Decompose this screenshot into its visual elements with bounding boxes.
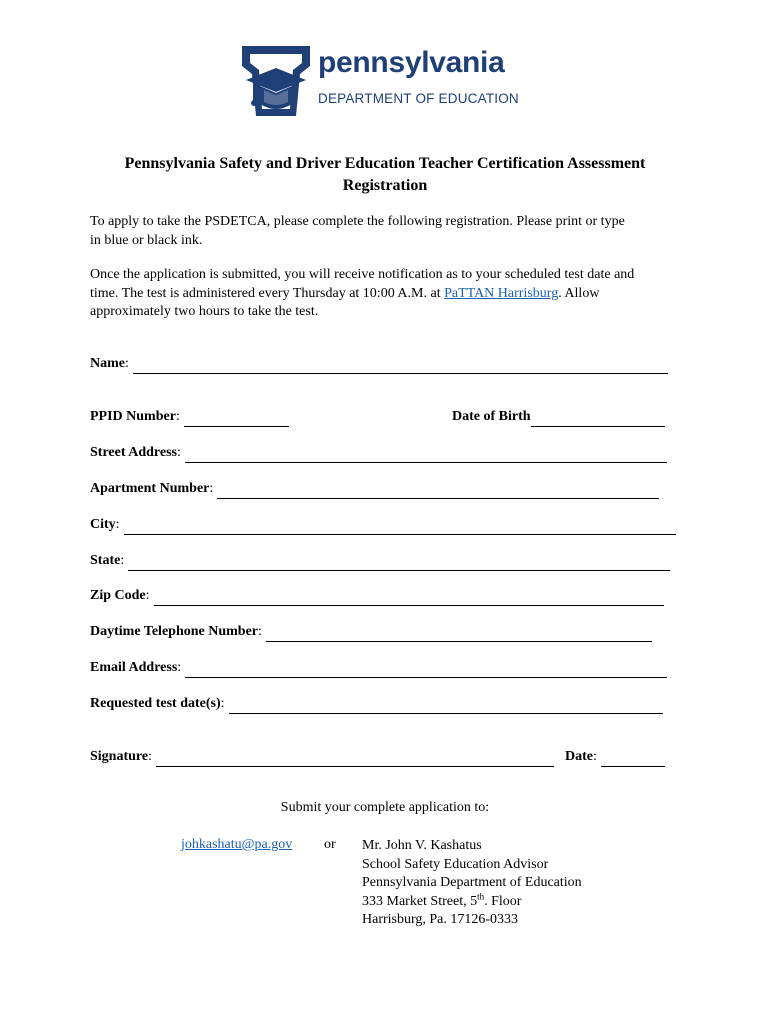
colon: : (177, 660, 182, 675)
page-title (80, 153, 690, 197)
signature-field-row (90, 747, 554, 767)
title-line-1: Pennsylvania Safety and Driver Education Teacher Certification Assessment (124, 155, 646, 172)
phone-input-line[interactable] (266, 627, 652, 642)
date-label: Date (565, 749, 593, 764)
pa-education-logo (240, 44, 540, 120)
zip-label: Zip Code (90, 588, 146, 603)
street-field-row (90, 443, 667, 463)
ppid-label: PPID Number (90, 409, 176, 424)
city-input-line[interactable] (124, 520, 676, 535)
submit-heading: Submit your complete application to: (280, 800, 490, 815)
title-line-2: Registration (342, 177, 428, 194)
colon: : (125, 356, 129, 371)
colon: : (175, 409, 180, 424)
state-field-row (90, 551, 670, 571)
schedule-paragraph (90, 266, 690, 322)
date-input-line[interactable] (601, 752, 665, 767)
colon: : (148, 749, 152, 764)
instructions-line: in blue or black ink. (90, 232, 203, 248)
instructions-line: To apply to take the PSDETCA, please complete the following registration. Please print or type (90, 214, 625, 229)
colon: : (220, 696, 225, 711)
colon: : (258, 624, 262, 639)
contact-department: Pennsylvania Department of Education (362, 875, 582, 890)
name-field-row (90, 354, 668, 374)
apartment-label: Apartment Number (90, 481, 210, 496)
email-label: Email Address (90, 660, 178, 675)
test-dates-field-row (90, 694, 663, 714)
state-input-line[interactable] (128, 556, 670, 571)
contact-city: Harrisburg, Pa. 17126-0333 (362, 912, 519, 927)
street-label: Street Address (90, 445, 177, 460)
street-ordinal: th (477, 890, 485, 901)
city-label: City (90, 517, 116, 532)
test-dates-input-line[interactable] (229, 699, 663, 714)
submit-email-link[interactable]: johkashatu@pa.gov (181, 837, 293, 852)
dob-input-line[interactable] (531, 412, 665, 427)
logo-wordmark: pennsylvania (318, 46, 505, 79)
apartment-field-row (90, 479, 659, 499)
colon: : (115, 517, 120, 532)
logo-department: DEPARTMENT OF EDUCATION (318, 91, 519, 106)
name-input-line[interactable] (133, 359, 668, 374)
street-text: 333 Market Street, 5 (362, 893, 478, 909)
colon: : (176, 445, 181, 460)
contact-street (362, 890, 582, 912)
signature-input-line[interactable] (156, 752, 554, 767)
contact-role: School Safety Education Advisor (362, 856, 549, 872)
schedule-line: Once the application is submitted, you will receive notification as to your scheduled test date and (90, 267, 635, 282)
contact-name: Mr. John V. Kashatus (362, 838, 482, 853)
dob-label: Date of Birth (452, 409, 531, 424)
colon: : (593, 749, 597, 764)
ppid-input-line[interactable] (184, 412, 289, 427)
colon: : (120, 553, 125, 568)
street-input-line[interactable] (185, 448, 667, 463)
state-label: State (90, 553, 121, 568)
schedule-text: time. The test is administered every Thursday at 10:00 A.M. at (90, 285, 445, 301)
date-field-row (565, 747, 665, 767)
schedule-line (90, 285, 690, 304)
city-field-row (90, 515, 676, 535)
colon: : (145, 588, 150, 603)
keystone-graduation-cap-icon (240, 44, 312, 120)
or-text: or (324, 837, 336, 852)
dob-field-row (452, 407, 665, 427)
instructions-paragraph (90, 213, 690, 250)
mailing-address (362, 837, 582, 930)
apartment-input-line[interactable] (217, 484, 659, 499)
phone-label: Daytime Telephone Number (90, 624, 258, 639)
ppid-field-row (90, 407, 289, 427)
street-text: . Floor (484, 893, 522, 909)
schedule-line: approximately two hours to take the test. (90, 304, 319, 319)
zip-input-line[interactable] (154, 591, 664, 606)
signature-label: Signature (90, 749, 149, 764)
colon: : (209, 481, 214, 496)
email-input-line[interactable] (185, 663, 667, 678)
schedule-text: . Allow (558, 285, 600, 301)
zip-field-row (90, 586, 664, 606)
name-label: Name (90, 356, 125, 371)
phone-field-row (90, 622, 652, 642)
email-field-row (90, 658, 667, 678)
pattan-harrisburg-link[interactable]: PaTTAN Harrisburg (444, 285, 559, 301)
test-dates-label: Requested test date(s) (90, 696, 221, 711)
